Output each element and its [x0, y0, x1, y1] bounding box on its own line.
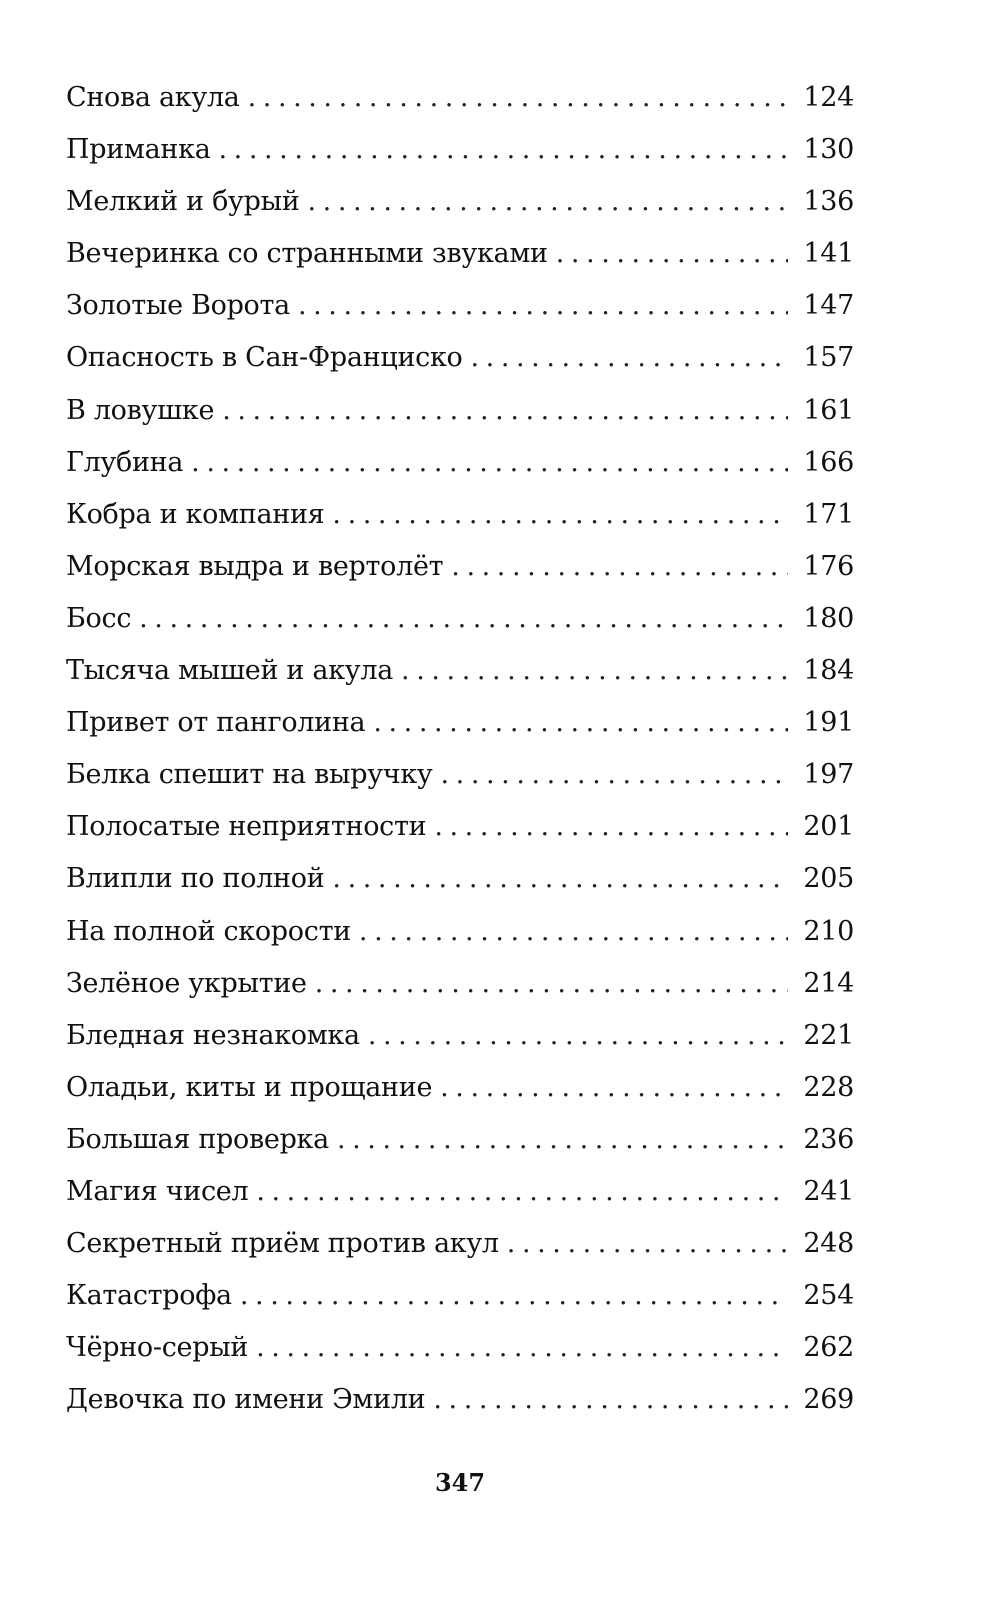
- entry-title: Вечеринка со странными звуками: [66, 238, 548, 270]
- toc-entry: [66, 134, 854, 186]
- entry-title: Кобра и компания: [66, 498, 325, 530]
- entry-page: 141: [803, 238, 854, 270]
- dot-leader: [139, 603, 788, 634]
- entry-page: 124: [803, 82, 854, 113]
- toc-entry: [66, 603, 854, 655]
- entry-title: Полосатые неприятности: [66, 811, 427, 843]
- entry-title: На полной скорости: [66, 915, 351, 947]
- entry-page: 130: [803, 134, 854, 166]
- entry-page: 161: [803, 394, 854, 426]
- dot-leader: [298, 290, 788, 321]
- entry-title: Глубина: [66, 446, 184, 478]
- entry-title: Оладьи, киты и прощание: [66, 1071, 433, 1103]
- dot-leader: [219, 134, 789, 165]
- toc-entry: [66, 1384, 854, 1436]
- entry-page: 205: [803, 863, 854, 895]
- toc-entry: [66, 1124, 854, 1176]
- toc-entry: [66, 916, 854, 968]
- dot-leader: [191, 447, 788, 478]
- dot-leader: [240, 1280, 788, 1311]
- toc-entry: [66, 1072, 854, 1124]
- entry-title: Мелкий и бурый: [66, 186, 300, 218]
- entry-page: 210: [803, 915, 854, 947]
- entry-page: 180: [803, 602, 854, 634]
- toc-entry: [66, 1280, 854, 1332]
- toc-entry: [66, 968, 854, 1020]
- entry-title: Снова акула: [66, 82, 240, 113]
- entry-page: 236: [803, 1123, 854, 1155]
- dot-leader: [315, 968, 788, 999]
- entry-title: Опасность в Сан-Франциско: [66, 342, 463, 374]
- entry-page: 184: [803, 655, 854, 687]
- entry-page: 157: [803, 342, 854, 374]
- entry-page: 269: [803, 1384, 854, 1416]
- entry-title: Катастрофа: [66, 1280, 232, 1312]
- entry-title: Чёрно-серый: [66, 1332, 249, 1364]
- dot-leader: [471, 342, 789, 373]
- toc-entry: [66, 82, 854, 134]
- entry-page: 191: [803, 707, 854, 739]
- toc-entry: [66, 1332, 854, 1384]
- entry-page: 262: [803, 1332, 854, 1364]
- toc-entry: [66, 811, 854, 863]
- entry-title: Девочка по имени Эмили: [66, 1384, 426, 1416]
- entry-title: Тысяча мышей и акула: [66, 655, 394, 687]
- entry-page: 166: [803, 446, 854, 478]
- dot-leader: [556, 238, 788, 269]
- dot-leader: [433, 1384, 788, 1415]
- toc-entry: [66, 551, 854, 603]
- entry-page: 197: [803, 759, 854, 791]
- toc-entry: [66, 1176, 854, 1228]
- entry-page: 241: [803, 1175, 854, 1207]
- toc-entry: [66, 499, 854, 551]
- entry-page: 254: [803, 1280, 854, 1312]
- entry-page: 201: [803, 811, 854, 843]
- entry-title: Белка спешит на выручку: [66, 759, 433, 791]
- toc-entry: [66, 759, 854, 811]
- entry-title: Приманка: [66, 134, 211, 166]
- entry-title: Золотые Ворота: [66, 290, 290, 322]
- dot-leader: [222, 395, 788, 426]
- dot-leader: [308, 186, 788, 217]
- entry-page: 214: [803, 967, 854, 999]
- entry-page: 248: [803, 1228, 854, 1260]
- table-of-contents: [66, 82, 854, 1436]
- toc-entry: [66, 342, 854, 394]
- toc-entry: [66, 395, 854, 447]
- entry-title: Большая проверка: [66, 1123, 329, 1155]
- dot-leader: [359, 916, 788, 947]
- entry-title: Привет от панголина: [66, 707, 366, 739]
- entry-page: 221: [803, 1019, 854, 1051]
- entry-title: Зелёное укрытие: [66, 967, 307, 999]
- dot-leader: [507, 1228, 788, 1259]
- dot-leader: [368, 1020, 788, 1051]
- entry-title: Секретный приём против акул: [66, 1228, 499, 1260]
- toc-entry: [66, 290, 854, 342]
- entry-title: В ловушке: [66, 394, 215, 426]
- toc-entry: [66, 1020, 854, 1072]
- dot-leader: [401, 655, 788, 686]
- dot-leader: [332, 863, 788, 894]
- entry-title: Магия чисел: [66, 1175, 249, 1207]
- toc-entry: [66, 863, 854, 915]
- toc-entry: [66, 238, 854, 290]
- entry-page: 228: [803, 1071, 854, 1103]
- toc-entry: [66, 655, 854, 707]
- dot-leader: [451, 551, 788, 582]
- dot-leader: [440, 1072, 788, 1103]
- entry-page: 136: [803, 186, 854, 218]
- entry-page: 171: [803, 498, 854, 530]
- entry-page: 176: [803, 550, 854, 582]
- toc-entry: [66, 707, 854, 759]
- dot-leader: [337, 1124, 788, 1155]
- entry-title: Бледная незнакомка: [66, 1019, 360, 1051]
- toc-entry: [66, 186, 854, 238]
- dot-leader: [248, 82, 788, 113]
- toc-entry: [66, 1228, 854, 1280]
- dot-leader: [441, 759, 789, 790]
- entry-title: Влипли по полной: [66, 863, 325, 895]
- dot-leader: [256, 1176, 788, 1207]
- entry-title: Босс: [66, 602, 132, 634]
- dot-leader: [332, 499, 788, 530]
- toc-entry: [66, 447, 854, 499]
- entry-page: 147: [803, 290, 854, 322]
- page-number: 347: [434, 1468, 486, 1497]
- dot-leader: [373, 707, 788, 738]
- dot-leader: [256, 1332, 788, 1363]
- entry-title: Морская выдра и вертолёт: [66, 550, 444, 582]
- dot-leader: [434, 811, 788, 842]
